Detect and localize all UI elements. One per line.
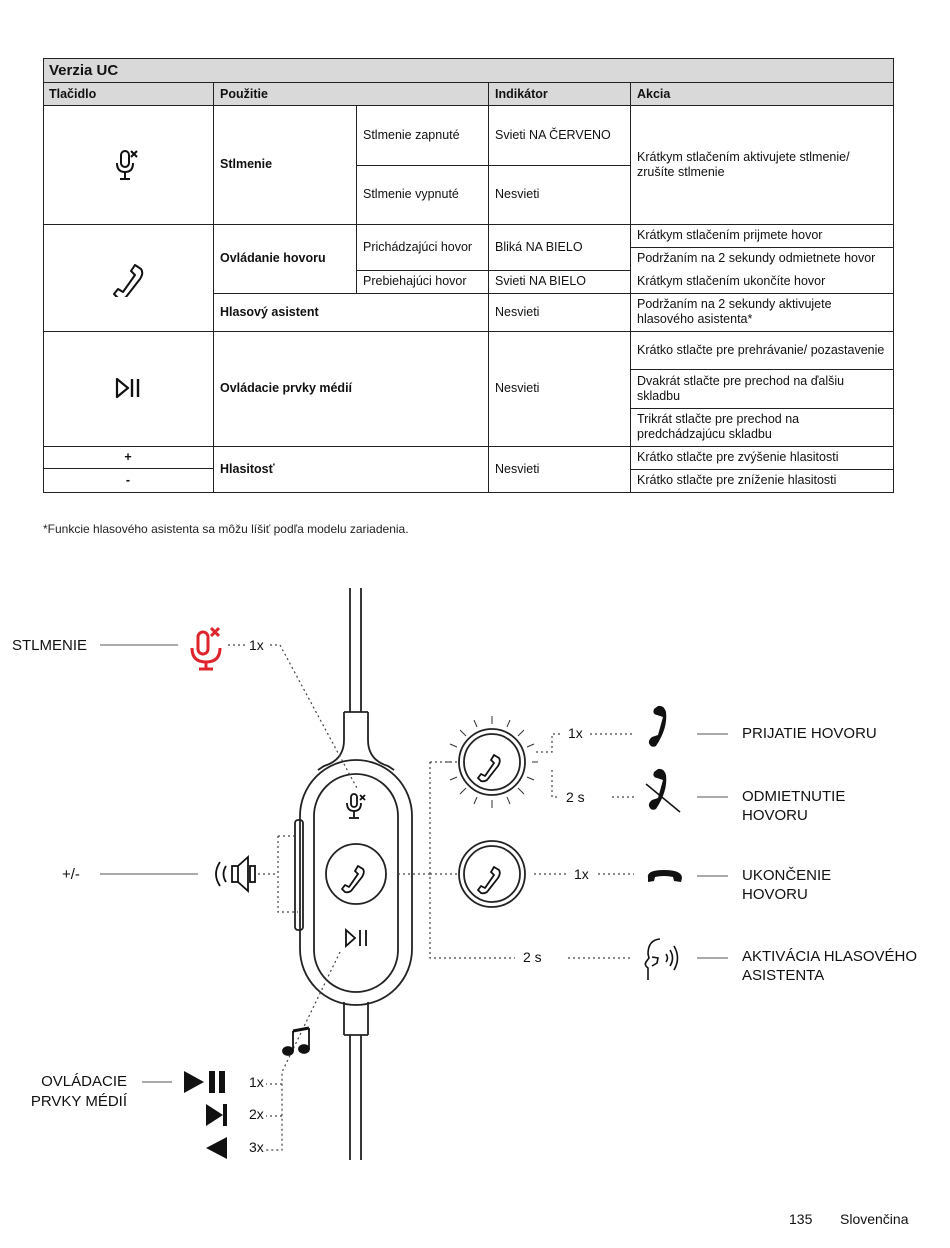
mute-count: 1x [249,637,264,653]
ongoing-leader-lines [534,874,634,958]
footer-language: Slovenčina [840,1211,909,1227]
action-end: Krátkym stlačením ukončíte hovor [637,274,826,288]
end-label-line-2: HOVORU [742,886,808,903]
action-play-pause: Krátko stlačte pre prehrávanie/ pozastavenie [637,342,885,357]
media-count-1x: 1x [249,1074,264,1090]
volume-leader-line [258,836,298,912]
action-volume-down: Krátko stlačte pre zníženie hlasitosti [637,473,837,487]
header-indicator: Indikátor [495,86,548,101]
indicator-ongoing: Svieti NA BIELO [495,274,587,288]
voice-assistant-icon [645,939,677,980]
decline-call-icon [646,769,680,812]
footnote: *Funkcie hlasového asistenta sa môžu líšiť podľa modelu zariadenia. [43,522,409,536]
action-previous-track: Trikrát stlačte pre prechod na predchádzajúcu skladbu [637,412,800,441]
answer-label: PRIJATIE HOVORU [742,725,877,742]
indicator-volume: Nesvieti [495,461,540,476]
usage-mute: Stlmenie [220,157,273,171]
mute-red-mic-icon [192,628,220,670]
controller-play-pause-icon [346,930,366,946]
table-title: Verzia UC [49,61,119,79]
controller-phone-icon [342,866,364,892]
end-call-icon [648,870,682,882]
usage-media: Ovládacie prvky médií [220,381,353,395]
state-mute-on: Stlmenie zapnuté [363,127,460,142]
mute-label: STLMENIE [12,637,88,654]
indicator-mute-off: Nesvieti [495,187,540,201]
controller-outer-body [300,760,412,1005]
volume-plus-symbol: + [124,449,132,464]
decline-count: 2 s [566,789,585,805]
mute-leader-line [228,645,358,790]
assistant-count: 2 s [523,949,542,965]
media-label-line-2: PRVKY MÉDIÍ [30,1093,127,1110]
speaker-icon [216,857,255,891]
action-next-track: Dvakrát stlačte pre prechod na ďalšiu skladbu [637,373,845,403]
answer-count: 1x [568,725,583,741]
header-action: Akcia [637,86,671,101]
media-count-3x: 3x [249,1139,264,1155]
action-answer: Krátkym stlačením prijmete hovor [637,228,823,242]
answer-call-icon [649,706,666,747]
assistant-label-line-1: AKTIVÁCIA HLASOVÉHO [742,948,918,965]
assistant-label-line-2: ASISTENTA [742,967,825,984]
right-label-lines [697,734,728,958]
state-ongoing-call: Prebiehajúci hovor [363,274,467,288]
media-label-line-1: OVLÁDACIE [41,1073,127,1090]
indicator-assistant: Nesvieti [495,304,540,319]
indicator-media: Nesvieti [495,381,540,395]
incoming-leader-lines [536,734,634,797]
page-number: 135 [789,1211,813,1227]
action-assistant: Podržaním na 2 sekundy aktivujete hlasového asistenta* [637,297,832,326]
state-mute-off: Stlmenie vypnuté [363,187,459,201]
next-track-icon [206,1104,227,1126]
decline-label-line-1: ODMIETNUTIE [742,788,846,805]
usage-assistant: Hlasový asistent [220,304,319,319]
action-volume-up: Krátko stlačte pre zvýšenie hlasitosti [637,450,839,464]
decline-label-line-2: HOVORU [742,807,808,824]
controller-mute-icon [347,794,365,818]
indicator-incoming: Bliká NA BIELO [495,239,583,254]
header-button: Tlačidlo [49,86,97,101]
action-decline: Podržaním na 2 sekundy odmietnete hovor [637,251,876,265]
cable [318,588,394,1160]
usage-call: Ovládanie hovoru [220,251,326,265]
play-pause-filled-icon [184,1071,225,1093]
call-leader-lines [398,762,515,958]
end-count: 1x [574,866,589,882]
action-mute: Krátkym stlačením aktivujete stlmenie/ zrušíte stlmenie [637,149,850,179]
usage-volume: Hlasitosť [220,461,275,476]
volume-label: +/- [62,866,80,883]
volume-rocker [295,820,303,930]
music-note-icon [283,1028,309,1055]
controller-call-button [326,844,386,904]
end-label-line-1: UKONČENIE [742,867,832,884]
state-incoming-call: Prichádzajúci hovor [363,239,473,254]
previous-track-icon [206,1137,227,1159]
indicator-mute-on: Svieti NA ČERVENO [495,127,611,142]
header-usage: Použitie [220,86,268,101]
volume-minus-symbol: - [125,473,131,487]
media-count-2x: 2x [249,1106,264,1122]
